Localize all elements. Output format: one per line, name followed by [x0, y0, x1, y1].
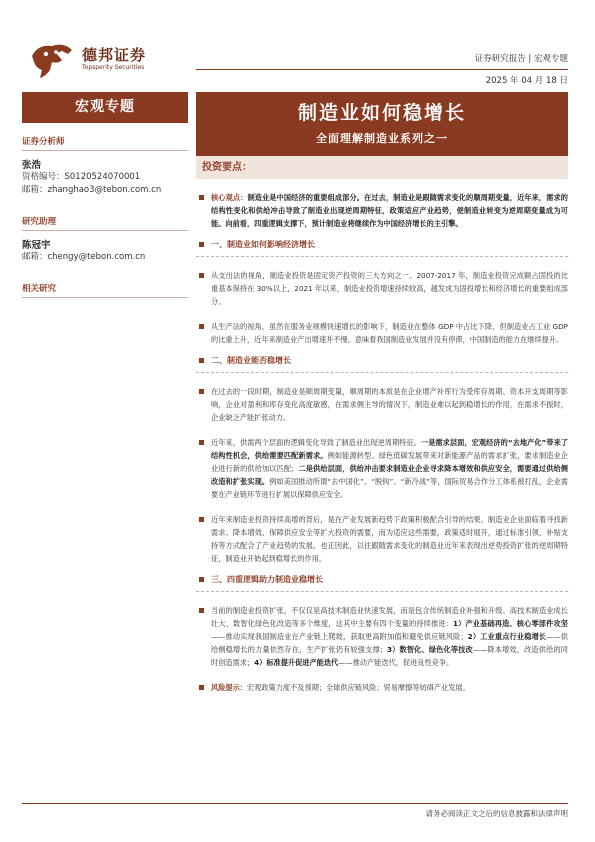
logo-chinese-name: 德邦证券: [82, 46, 147, 64]
analyst-name: 张浩: [22, 160, 42, 171]
s3p1-text-b: 1）产业基础再造、核心零部件攻坚: [452, 619, 568, 628]
core-view-label: 核心观点：: [211, 193, 248, 202]
s2p2-text-b: 一是需求层面，宏观经济的“去地产化”带来了结构性机会，供给需要匹配新需求。: [211, 438, 568, 460]
section1-paragraph-1: 从支出法的视角，制造业投资是固定资产投资的三大方向之一。2007-2017 年，制造业投资完成额占固投的比重基本保持在 30%以上，2021 年以来，制造业投资增速持续较高，越发成为固投增长和经济增长的重要组成部分。: [196, 269, 568, 308]
page-subtitle: 全面理解制造业系列之一: [316, 132, 448, 145]
s2p2-text-e: 例如美国推动所谓“去中国化”、“脱钩”、“新冷战”等，国际贸易合作分工体系被打乱，企业需要在产业链环节进行扩展以保障供应安全。: [211, 477, 568, 499]
sidebar: [22, 92, 188, 298]
analyst-section-label: 证券分析师: [22, 135, 188, 151]
page-title: 制造业如何稳增长: [297, 102, 466, 124]
s3p1-text-f: 3）数智化、绿色化等技改: [386, 645, 473, 654]
logo-english-name: Topsperity Securities: [82, 64, 145, 71]
s3p1-text-i: ——推动产能迭代，促进良性竞争。: [338, 658, 454, 667]
analyst-certificate: 资格编号：S0120524070001: [22, 172, 141, 182]
assistant-section-label: 研究助理: [22, 215, 188, 231]
section-heading-2: 二、制造业能否稳增长: [196, 354, 568, 373]
s3p1-text-c: ——推动实现我国制造业在产业链上爬坡，获取更高附加值和避免供应链风险；: [211, 632, 468, 641]
s2p2-text-a: 近年来，供需两个层面的逻辑变化导致了制造业出现逆周期特征。: [211, 438, 421, 447]
related-research-label: 相关研究: [22, 282, 188, 298]
section2-paragraph-2: [196, 436, 568, 501]
s2p2-text-c: 例如能源转型、绿色低碳发展带来对新能源产品的需求扩张，要求制造业企业进行新的供给加以匹配；: [211, 451, 568, 473]
footer-divider: [22, 803, 568, 804]
s3p1-text-h: 4）标准提升促进产能迭代: [254, 658, 339, 667]
section2-paragraph-3: 近年来制造业投资持续高增的背后，是在产业发展新趋势下政策积极配合引导的结果。制造业企业面临着寻找新需求、降本增效、保障供应安全等扩大投资的需要，而为适应这些需要，政策适时展开，通过标准引领、补贴支持等方式配合了产业趋势的发展，也正因此，以往跟随需求变化的制造业近年来表现出逆势投资扩张的逆周期特征，制造业开始起到稳增长的作用。: [196, 513, 568, 565]
section-heading-1: 一、制造业如何影响经济增长: [196, 238, 568, 257]
s3p1-text-g: ——降本增效，改造供给的同时创造需求；: [211, 645, 568, 667]
s3p1-text-a: 当前的制造业投资扩张，不仅仅是高技术制造业快速发展，而是包含传统制造业补强和升级、高技术制造业成长壮大、数智化绿色化改造等多个维度，这其中主要有四个变量的持续推进：: [211, 606, 568, 628]
investment-points-heading: 投资要点：: [196, 156, 568, 179]
risk-warning: [196, 681, 568, 694]
s2p2-text-d: 二是供给层面，供给冲击要求制造业企业寻求降本增效和供应安全，需要通过供给侧改造和扩张实现。: [211, 464, 568, 486]
assistant-name: 陈冠宇: [22, 240, 51, 251]
title-banner: [196, 92, 568, 156]
assistant-email[interactable]: 邮箱：chengy@tebon.com.cn: [22, 252, 146, 262]
tiger-logo-icon: [28, 40, 76, 80]
section3-paragraph-1: [196, 604, 568, 669]
risk-label: 风险提示：: [211, 683, 247, 692]
main-content: [196, 156, 568, 694]
category-tag: 宏观专题: [22, 92, 188, 123]
footer-disclaimer: 请务必阅读正文之后的信息披露和法律声明: [425, 809, 568, 818]
section-heading-3: 三、四重逻辑助力制造业稳增长: [196, 573, 568, 592]
analyst-email[interactable]: 邮箱：zhanghao3@tebon.com.cn: [22, 185, 162, 195]
report-date: 2025 年 04 月 18 日: [485, 76, 568, 86]
company-logo: [28, 40, 158, 80]
s3p1-text-e: ——供给侧稳增长的力量依然存在，生产扩张仍有较强支撑；: [211, 632, 568, 654]
risk-text: 宏观政策力度不及预期；全球供应链风险；贸易摩擦等妨碍产业发展。: [246, 683, 470, 692]
core-view-text: 制造业是中国经济的重要组成部分。在过去，制造业是跟随需求变化的顺周期变量，近年来，需求的结构性变化和供给冲击导致了制造业出现逆周期特征，政策适应产业趋势，使制造业转变为逆周期变量成为可能。向前看，四重逻辑支撑下，预计制造业将继续作为中国经济增长的主引擎。: [211, 193, 568, 228]
core-view-paragraph: [196, 191, 568, 230]
report-type: 证券研究报告 | 宏观专题: [474, 54, 568, 64]
section1-paragraph-2: 从生产法的视角，虽然在服务业规模快速增长的影响下，制造业在整体 GDP 中占比下降，但制造业占工业 GDP 的比重上升，近年来制造业产出增速并不慢，意味着我国制造业发展并没有停滞，中国制造的能力在继续提升。: [196, 320, 568, 346]
header-divider: [196, 69, 568, 70]
section2-paragraph-1: 在过去的一段时期，制造业是顺周期变量，顺周期的本质是在企业增产补库行为受库存周期、资本开支周期等影响，企业对盈利和库存变化高度敏感，在需求侧主导的情况下，制造业难以起到稳增长的作用，在需求不振时，企业缺乏产能扩张动力。: [196, 385, 568, 424]
s3p1-text-d: 2）工业重点行业稳增长: [467, 632, 547, 641]
